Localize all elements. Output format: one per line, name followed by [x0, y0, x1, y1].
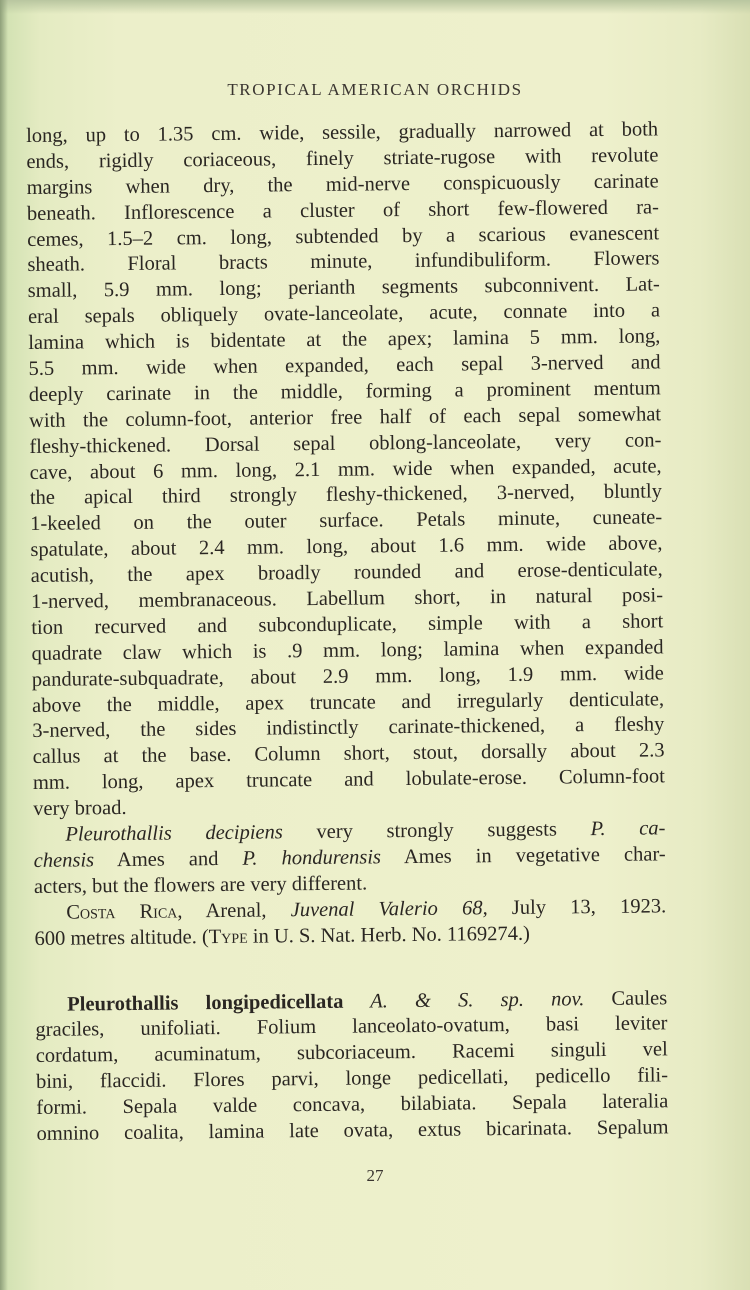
text-line: 600 metres altitude. (Type in U. S. Nat. Herb. No. 1169274.)	[34, 922, 531, 950]
specimen-citation	[34, 894, 667, 952]
collector-name: Juvenal Valerio 68,	[290, 896, 488, 921]
paragraph-gap	[35, 946, 667, 993]
text-line: quadrate claw which is .9 mm. long; lamina when expanded	[31, 636, 664, 665]
text-line: 1-nerved, membranaceous. Labellum short, in natural posi-	[30, 584, 664, 614]
text-line: Pleurothallis longipedicellata A. & S. sp. nov. Caules	[67, 986, 668, 1016]
text-line: Pleurothallis decipiens very strongly suggests P. ca-	[65, 817, 666, 846]
text-line: spatulate, about 2.4 mm. long, about 1.6 mm. wide above,	[30, 532, 663, 562]
text-line: formi. Sepala valde concava, bilabiata. Sepala lateralia	[36, 1090, 669, 1120]
text-line: long, up to 1.35 cm. wide, sessile, gradually narrowed at both	[26, 118, 659, 147]
page-top-shadow	[0, 0, 750, 14]
text-line: graciles, unifoliati. Folium lanceolato-ovatum, basi leviter	[35, 1012, 668, 1042]
body-text	[26, 117, 669, 1147]
running-head: TROPICAL AMERICAN ORCHIDS	[227, 80, 523, 99]
species-name: Pleurothallis decipiens	[65, 821, 283, 846]
text-line: 3-nerved, the sides indistinctly carinate-thickened, a fleshy	[32, 713, 665, 743]
text-line: eral sepals obliquely ovate-lanceolate, acute, connate into a	[27, 299, 661, 329]
text-line: acutish, the apex broadly rounded and erose-denticulate,	[30, 558, 663, 588]
text-line: sheath. Floral bracts minute, infundibuliform. Flowers	[27, 247, 660, 277]
new-species-name: Pleurothallis longipedicellata	[67, 990, 344, 1016]
text-line: callus at the base. Column short, stout, dorsally about 2.3	[32, 739, 665, 769]
text-line: Costa Rica, Arenal, Juvenal Valerio 68, July 13, 1923.	[66, 895, 667, 924]
text-line: pandurate-subquadrate, about 2.9 mm. long, 1.9 mm. wide	[31, 662, 664, 691]
text-line: margins when dry, the mid-nerve conspicuously carinate	[26, 170, 659, 199]
text-line: deeply carinate in the middle, forming a prominent mentum	[28, 377, 661, 406]
species-name: chensis	[33, 849, 95, 872]
text-line: the apical third strongly fleshy-thickened, 3-nerved, bluntly	[29, 480, 663, 510]
country-name: Costa Rica	[66, 900, 178, 924]
text-line: ends, rigidly coriaceous, finely striate-rugose with revolute	[26, 144, 659, 173]
comparison-note	[33, 816, 666, 900]
new-species-description	[35, 986, 669, 1148]
text-line: chensis Ames and P. hondurensis Ames in vegetative char-	[33, 843, 666, 872]
text-line: cave, about 6 mm. long, 2.1 mm. wide when expanded, acute,	[29, 454, 662, 484]
text-line: 1-keeled on the outer surface. Petals minute, cuneate-	[30, 506, 663, 536]
text-line: fleshy-thickened. Dorsal sepal oblong-lanceolate, very con-	[29, 429, 662, 458]
text-line: omnino coalita, lamina late ovata, extus bicarinata. Sepalum	[36, 1116, 669, 1145]
text-line: cemes, 1.5–2 cm. long, subtended by a scarious evanescent	[27, 221, 660, 251]
text-line: mm. long, apex truncate and lobulate-erose. Column-foot	[32, 765, 665, 795]
species-description	[26, 117, 665, 823]
text-line: beneath. Inflorescence a cluster of short few-flowered ra-	[26, 196, 660, 225]
text-line: very broad.	[33, 797, 127, 821]
text-line: with the column-foot, anterior free half of each sepal somewhat	[28, 403, 662, 432]
page-binding-shadow	[0, 0, 8, 1290]
text-line: 5.5 mm. wide when expanded, each sepal 3-nerved and	[28, 351, 661, 381]
text-line: cordatum, acuminatum, subcoriaceum. Racemi singuli vel	[35, 1038, 668, 1068]
type-label: Type	[208, 925, 248, 948]
species-authority: A. & S. sp. nov.	[343, 987, 585, 1013]
text-line: above the middle, apex truncate and irregularly denticulate,	[31, 687, 665, 717]
species-name: P. ca-	[590, 817, 666, 841]
text-line: tion recurved and subconduplicate, simple with a short	[31, 610, 664, 639]
text-line: lamina which is bidentate at the apex; lamina 5 mm. long,	[28, 325, 661, 355]
page-number: 27	[366, 1166, 384, 1185]
text-line: small, 5.9 mm. long; perianth segments subconnivent. Lat-	[27, 273, 660, 303]
text-line: bini, flaccidi. Flores parvi, longe pedicellati, pedicello fili-	[35, 1064, 669, 1094]
text-line: acters, but the flowers are very different.	[33, 872, 368, 898]
species-name: P. hondurensis	[242, 846, 382, 870]
